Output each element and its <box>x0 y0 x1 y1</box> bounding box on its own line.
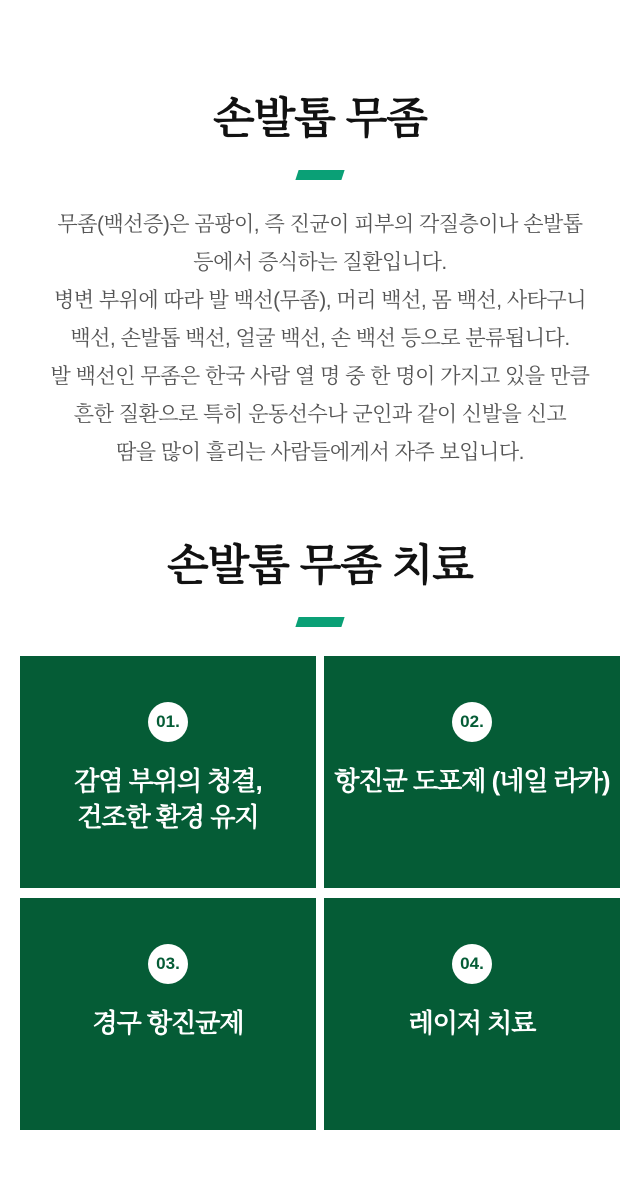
card-title <box>93 1005 244 1041</box>
card-title <box>409 1005 536 1041</box>
card-title-line: 항진균 도포제 (네일 라카) <box>334 766 610 796</box>
treatment-card-1 <box>20 656 316 888</box>
intro-section <box>0 97 640 472</box>
treatment-card-2 <box>324 656 620 888</box>
intro-paragraph-line: 발 백선인 무좀은 한국 사람 열 명 중 한 명이 가지고 있을 만큼 <box>50 365 590 388</box>
card-number: 02. <box>460 712 484 731</box>
treatment-title: 손발톱 무좀 치료 <box>167 542 473 590</box>
card-number: 03. <box>156 954 180 973</box>
treatment-divider-bar <box>295 617 344 627</box>
card-title <box>334 763 609 799</box>
treatment-cards-grid <box>20 656 620 1130</box>
card-number-badge <box>452 702 492 742</box>
treatment-card-4 <box>324 898 620 1130</box>
intro-paragraph-line: 백선, 손발톱 백선, 얼굴 백선, 손 백선 등으로 분류됩니다. <box>70 327 570 350</box>
treatment-section <box>0 544 640 1130</box>
intro-title: 손발톱 무좀 <box>213 95 427 143</box>
card-title-line: 건조한 환경 유지 <box>77 802 259 832</box>
intro-paragraph-line: 등에서 증식하는 질환입니다. <box>193 251 447 274</box>
card-title-line: 경구 항진균제 <box>92 1008 244 1038</box>
card-title <box>74 763 261 835</box>
intro-paragraph-line: 땀을 많이 흘리는 사람들에게서 자주 보입니다. <box>116 441 524 464</box>
card-number: 04. <box>460 954 484 973</box>
intro-paragraph <box>0 206 640 472</box>
intro-paragraph-line: 무좀(백선증)은 곰팡이, 즉 진균이 피부의 각질층이나 손발톱 <box>57 213 583 236</box>
card-title-line: 감염 부위의 청결, <box>74 766 262 796</box>
card-number-badge <box>452 944 492 984</box>
treatment-card-3 <box>20 898 316 1130</box>
intro-paragraph-line: 흔한 질환으로 특히 운동선수나 군인과 같이 신발을 신고 <box>73 403 567 426</box>
card-title-line: 레이저 치료 <box>408 1008 536 1038</box>
intro-paragraph-line: 병변 부위에 따라 발 백선(무좀), 머리 백선, 몸 백선, 사타구니 <box>53 289 587 312</box>
card-number: 01. <box>156 712 180 731</box>
card-number-badge <box>148 944 188 984</box>
card-number-badge <box>148 702 188 742</box>
intro-divider-bar <box>295 170 344 180</box>
